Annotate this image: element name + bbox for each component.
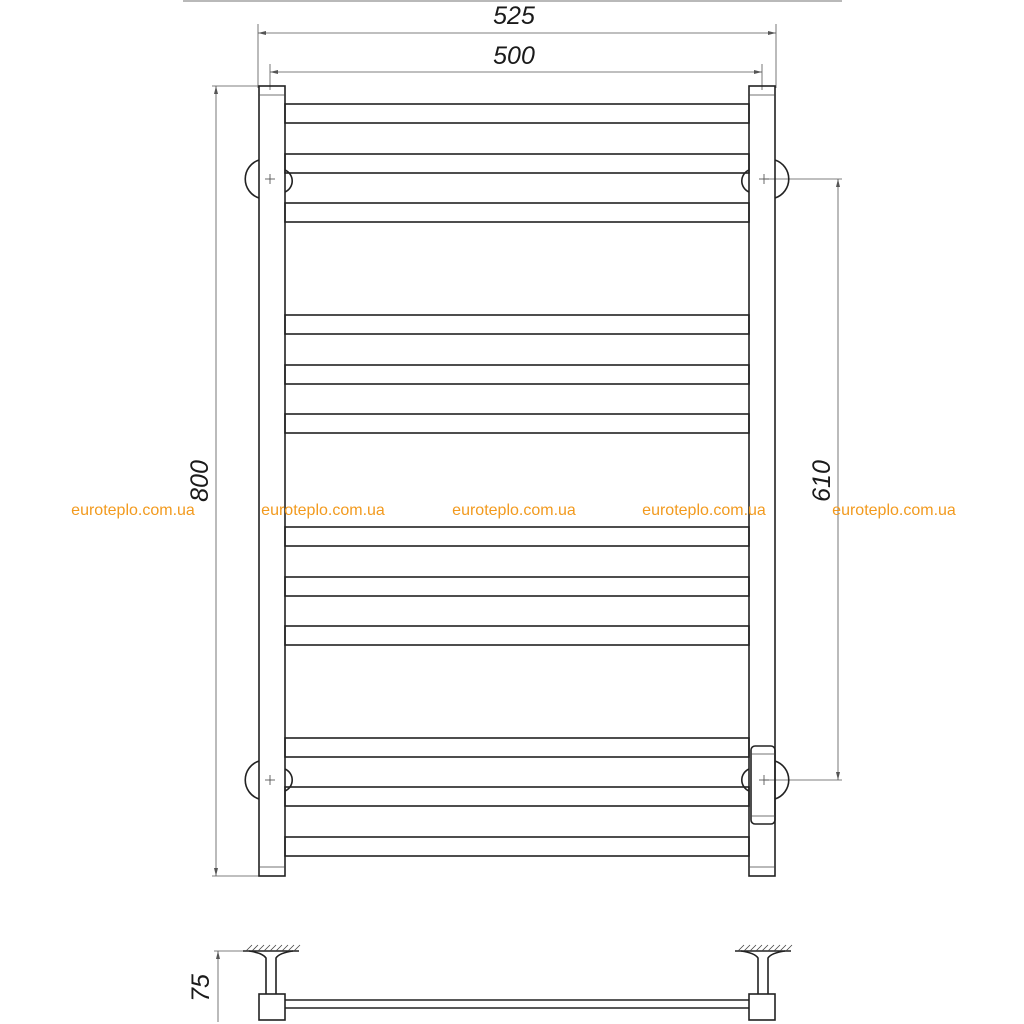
dimension-mount-spacing (765, 179, 842, 780)
crossbar-11 (285, 787, 749, 806)
watermark-2: euroteplo.com.ua (261, 502, 385, 519)
side-view (187, 945, 792, 1022)
watermark-1: euroteplo.com.ua (71, 502, 195, 519)
crossbar-1 (285, 104, 749, 123)
watermark-row (71, 502, 956, 519)
crossbar-8 (285, 577, 749, 596)
crossbar-7 (285, 527, 749, 546)
dimension-label-610: 610 (808, 460, 836, 502)
dimension-axis-width (270, 42, 762, 90)
watermark-4: euroteplo.com.ua (642, 502, 766, 519)
heating-element-cap (751, 746, 775, 824)
watermark-5: euroteplo.com.ua (832, 502, 956, 519)
dimension-label-800: 800 (186, 460, 214, 502)
crossbar-2 (285, 154, 749, 173)
crossbar-5 (285, 365, 749, 384)
right-vertical-post (749, 86, 775, 876)
watermark-3: euroteplo.com.ua (452, 502, 576, 519)
dimension-label-525: 525 (493, 2, 535, 30)
left-vertical-post (259, 86, 285, 876)
dimension-label-500: 500 (493, 42, 535, 70)
crossbar-12 (285, 837, 749, 856)
crossbars (285, 104, 749, 856)
crossbar-9 (285, 626, 749, 645)
crossbar-6 (285, 414, 749, 433)
crossbar-10 (285, 738, 749, 757)
dimension-height (186, 86, 262, 876)
crossbar-3 (285, 203, 749, 222)
crossbar-4 (285, 315, 749, 334)
dimension-label-75: 75 (187, 974, 215, 1002)
